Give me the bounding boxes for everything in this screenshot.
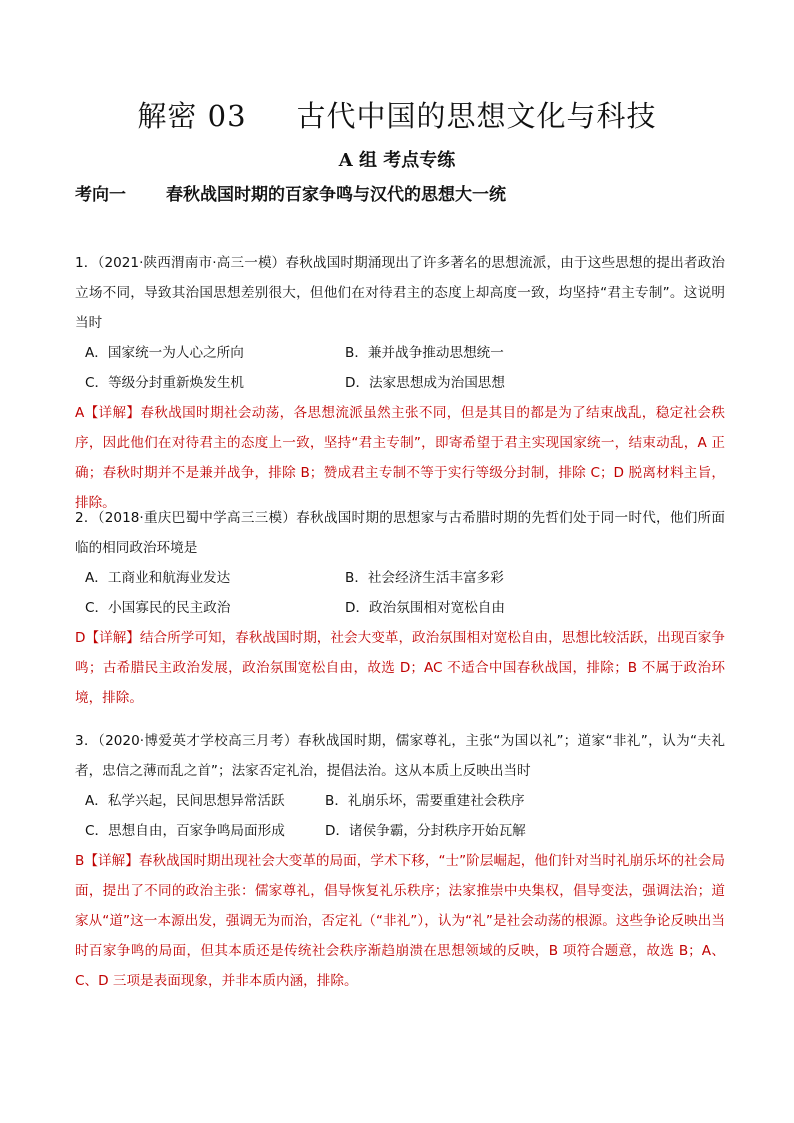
option-a: A．工商业和航海业发达 [85, 570, 231, 586]
options-row [75, 786, 725, 816]
question-3 [75, 726, 725, 996]
option-d: D．法家思想成为治国思想 [345, 375, 505, 391]
options-row [75, 816, 725, 846]
option-c: C．等级分封重新焕发生机 [85, 375, 245, 391]
option-a: A．私学兴起，民间思想异常活跃 [85, 793, 285, 809]
answer-explanation: D【详解】结合所学可知，春秋战国时期，社会大变革，政治氛围相对宽松自由，思想比较活跃，出现百家争鸣；古希腊民主政治发展，政治氛围宽松自由，故选 D；AC 不适合中国春秋战国，排除；B 不属于政治环境，排除。 [75, 630, 725, 706]
section-label: 考向一 [75, 185, 126, 205]
option-d: D．诸侯争霸，分封秩序开始瓦解 [325, 823, 526, 839]
option-a: A．国家统一为人心之所向 [85, 345, 244, 361]
page-title [0, 94, 794, 135]
section-heading [75, 180, 506, 205]
question-stem: 2．（2018·重庆巴蜀中学高三三模）春秋战国时期的思想家与古希腊时期的先哲们处于同一时代，他们所面临的相同政治环境是 [75, 510, 725, 556]
options-row [75, 593, 725, 623]
section-topic: 春秋战国时期的百家争鸣与汉代的思想大一统 [166, 185, 506, 205]
answer-explanation: B【详解】春秋战国时期出现社会大变革的局面，学术下移，“士”阶层崛起，他们针对当时礼崩乐坏的社会局面，提出了不同的政治主张：儒家尊礼，倡导恢复礼乐秩序；法家推崇中央集权，倡导变法，强调法治；道家从“道”这一本源出发，强调无为而治，否定礼（“非礼”），认为“礼”是社会动荡的根源。这些争论反映出当时百家争鸣的局面，但其本质还是传统社会秩序渐趋崩溃在思想领域的反映，B 项符合题意，故选 B；A、C、D 三项是表面现象，并非本质内涵，排除。 [75, 853, 725, 989]
option-c: C．小国寡民的民主政治 [85, 600, 231, 616]
question-stem: 3．（2020·博爱英才学校高三月考）春秋战国时期，儒家尊礼，主张“为国以礼”；道家“非礼”，认为“夫礼者，忠信之薄而乱之首”；法家否定礼治，提倡法治。这从本质上反映出当时 [75, 733, 725, 779]
option-c: C．思想自由，百家争鸣局面形成 [85, 823, 285, 839]
title-part-1: 解密 03 [137, 99, 247, 133]
option-b: B．礼崩乐坏，需要重建社会秩序 [325, 793, 525, 809]
option-b: B．兼并战争推动思想统一 [345, 345, 504, 361]
option-b: B．社会经济生活丰富多彩 [345, 570, 504, 586]
option-d: D．政治氛围相对宽松自由 [345, 600, 505, 616]
options-row [75, 368, 725, 398]
options-row [75, 563, 725, 593]
question-1 [75, 248, 725, 518]
answer-explanation: A【详解】春秋战国时期社会动荡，各思想流派虽然主张不同，但是其目的都是为了结束战乱，稳定社会秩序，因此他们在对待君主的态度上一致，坚持“君主专制”，即寄希望于君主实现国家统一，结束动乱，A 正确；春秋时期并不是兼并战争，排除 B；赞成君主专制不等于实行等级分封制，排除 C；D 脱离材料主旨，排除。 [75, 405, 725, 511]
question-stem: 1．（2021·陕西渭南市·高三一模）春秋战国时期涌现出了许多著名的思想流派，由于这些思想的提出者政治立场不同，导致其治国思想差别很大，但他们在对待君主的态度上却高度一致，均坚持“君主专制”。这说明当时 [75, 255, 725, 331]
question-2 [75, 503, 725, 713]
options-row [75, 338, 725, 368]
title-part-2: 古代中国的思想文化与科技 [296, 99, 657, 133]
group-subtitle: A 组 考点专练 [338, 150, 456, 171]
